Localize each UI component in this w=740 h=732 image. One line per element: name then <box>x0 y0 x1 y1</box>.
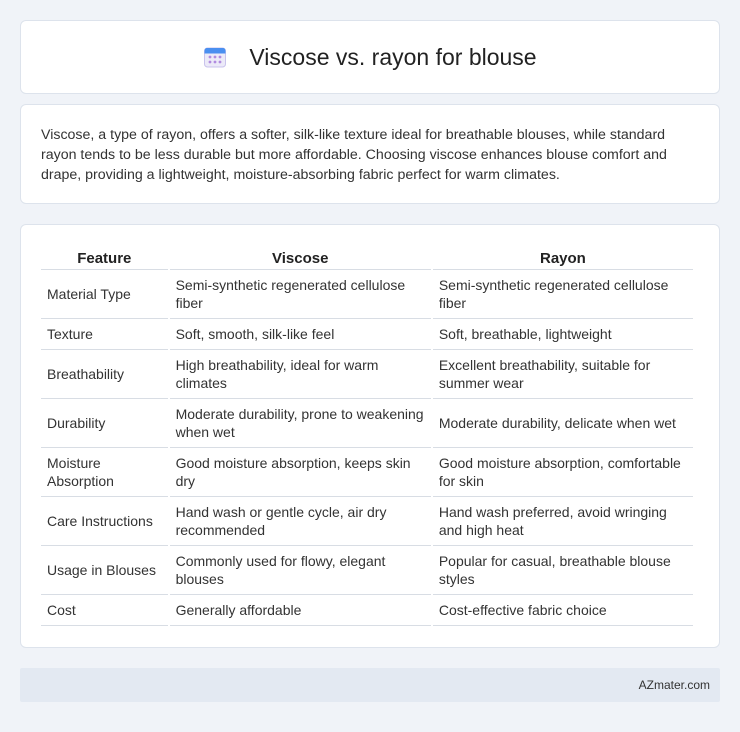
table-cell-viscose: Semi-synthetic regenerated cellulose fiber <box>170 270 431 319</box>
table-cell-rayon: Good moisture absorption, comfortable for skin <box>433 448 693 497</box>
table-cell-viscose: Hand wash or gentle cycle, air dry recommended <box>170 497 431 546</box>
table-cell-feature: Durability <box>41 399 168 448</box>
table-cell-viscose: Moderate durability, prone to weakening when wet <box>170 399 431 448</box>
footer <box>20 668 720 702</box>
table-cell-rayon: Semi-synthetic regenerated cellulose fiber <box>433 270 693 319</box>
table-cell-feature: Breathability <box>41 350 168 399</box>
table-row <box>41 319 693 350</box>
table-row <box>41 497 693 546</box>
table-row <box>41 546 693 595</box>
page-title: Viscose vs. rayon for blouse <box>249 43 537 70</box>
calendar-icon <box>203 45 227 69</box>
table-cell-viscose: High breathability, ideal for warm climates <box>170 350 431 399</box>
table-cell-rayon: Cost-effective fabric choice <box>433 595 693 626</box>
table-row <box>41 448 693 497</box>
comparison-table-card <box>20 224 720 648</box>
column-header-viscose: Viscose <box>170 245 431 270</box>
intro-paragraph: Viscose, a type of rayon, offers a softer, silk-like texture ideal for breathable blouses, while standard rayon tends to be less durable but more affordable. Choosing viscose enhances blouse comfort and drape, providing a lightweight, moisture-absorbing fabric perfect for warm climates. <box>41 127 667 183</box>
table-cell-feature: Care Instructions <box>41 497 168 546</box>
table-cell-feature: Usage in Blouses <box>41 546 168 595</box>
column-header-rayon: Rayon <box>433 245 693 270</box>
table-cell-feature: Cost <box>41 595 168 626</box>
comparison-table <box>39 245 695 626</box>
table-row <box>41 350 693 399</box>
table-cell-viscose: Good moisture absorption, keeps skin dry <box>170 448 431 497</box>
table-cell-viscose: Soft, smooth, silk-like feel <box>170 319 431 350</box>
title-wrap <box>203 44 536 71</box>
table-row <box>41 595 693 626</box>
table-cell-feature: Moisture Absorption <box>41 448 168 497</box>
table-cell-rayon: Soft, breathable, lightweight <box>433 319 693 350</box>
header-card <box>20 20 720 94</box>
table-cell-feature: Material Type <box>41 270 168 319</box>
table-cell-rayon: Moderate durability, delicate when wet <box>433 399 693 448</box>
footer-site-name: AZmater.com <box>638 678 710 692</box>
table-cell-rayon: Popular for casual, breathable blouse styles <box>433 546 693 595</box>
table-cell-viscose: Commonly used for flowy, elegant blouses <box>170 546 431 595</box>
table-cell-rayon: Hand wash preferred, avoid wringing and high heat <box>433 497 693 546</box>
table-cell-rayon: Excellent breathability, suitable for summer wear <box>433 350 693 399</box>
table-row <box>41 399 693 448</box>
table-cell-viscose: Generally affordable <box>170 595 431 626</box>
table-header-row <box>41 245 693 270</box>
column-header-feature: Feature <box>41 245 168 270</box>
table-cell-feature: Texture <box>41 319 168 350</box>
table-row <box>41 270 693 319</box>
intro-card <box>20 104 720 204</box>
